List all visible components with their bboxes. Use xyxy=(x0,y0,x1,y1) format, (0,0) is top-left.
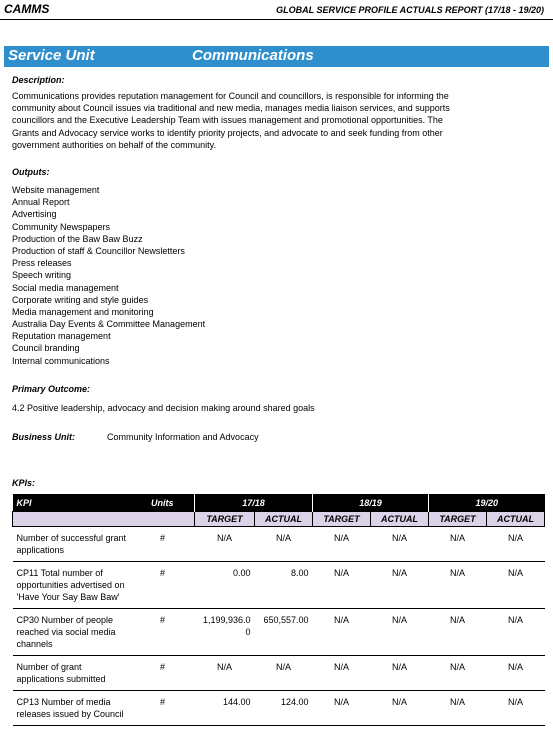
description-line: government authorities on behalf of the community. xyxy=(12,139,216,150)
list-item: Speech writing xyxy=(12,270,72,281)
table-row xyxy=(13,562,545,609)
kpi-value: N/A xyxy=(313,562,371,609)
kpi-value: N/A xyxy=(487,527,545,562)
kpi-value: N/A xyxy=(255,656,313,691)
actual-header: ACTUAL xyxy=(371,512,429,527)
list-item: Press releases xyxy=(12,258,72,269)
target-header: TARGET xyxy=(429,512,487,527)
actual-header: ACTUAL xyxy=(487,512,545,527)
kpis-title: KPIs: xyxy=(12,478,36,488)
kpi-value: N/A xyxy=(371,527,429,562)
kpi-value: N/A xyxy=(487,562,545,609)
kpi-value: 144.00 xyxy=(195,691,255,726)
kpi-value: 0.00 xyxy=(195,562,255,609)
list-item: Council branding xyxy=(12,343,80,354)
kpi-units: # xyxy=(131,609,195,656)
table-row xyxy=(13,609,545,656)
kpi-value: 1,199,936.00 xyxy=(195,609,255,656)
kpi-value: N/A xyxy=(313,527,371,562)
list-item: Annual Report xyxy=(12,197,70,208)
description-title: Description: xyxy=(12,75,65,85)
kpi-units: # xyxy=(131,562,195,609)
target-header: TARGET xyxy=(195,512,255,527)
kpi-value: 124.00 xyxy=(255,691,313,726)
table-row xyxy=(13,656,545,691)
list-item: Media management and monitoring xyxy=(12,306,154,317)
target-header: TARGET xyxy=(313,512,371,527)
report-title: GLOBAL SERVICE PROFILE ACTUALS REPORT (17/18 - 19/20) xyxy=(276,5,544,15)
list-item: Social media management xyxy=(12,282,119,293)
header-divider xyxy=(0,19,553,20)
kpi-value: 650,557.00 xyxy=(255,609,313,656)
kpi-value: N/A xyxy=(371,562,429,609)
description-line: councillors and the Executive Leadership Team with issues management and promotional opportunities. The xyxy=(12,115,443,126)
kpi-name: CP30 Number of people reached via social media channels xyxy=(13,609,131,656)
service-unit-bar xyxy=(4,46,549,67)
table-row xyxy=(13,527,545,562)
kpi-value: N/A xyxy=(313,656,371,691)
kpi-value: 8.00 xyxy=(255,562,313,609)
outputs-list xyxy=(12,184,205,367)
kpi-value: N/A xyxy=(195,527,255,562)
subheader-blank xyxy=(13,512,195,527)
list-item: Australia Day Events & Committee Management xyxy=(12,319,206,330)
kpi-value: N/A xyxy=(371,691,429,726)
service-unit-value: Communications xyxy=(192,47,314,64)
service-unit-label: Service Unit xyxy=(8,47,95,64)
kpi-value: N/A xyxy=(429,609,487,656)
kpi-name: CP11 Total number of opportunities advertised on 'Have Your Say Baw Baw' xyxy=(13,562,131,609)
list-item: Internal communications xyxy=(12,355,110,366)
kpi-value: N/A xyxy=(429,527,487,562)
list-item: Community Newspapers xyxy=(12,221,111,232)
actual-header: ACTUAL xyxy=(255,512,313,527)
kpi-value: N/A xyxy=(487,656,545,691)
kpi-value: N/A xyxy=(195,656,255,691)
kpi-value: N/A xyxy=(313,609,371,656)
app-brand: CAMMS xyxy=(4,2,50,16)
kpi-value: N/A xyxy=(487,609,545,656)
primary-outcome-text: 4.2 Positive leadership, advocacy and decision making around shared goals xyxy=(12,403,315,413)
kpi-name: CP13 Number of media releases issued by Council xyxy=(13,691,131,726)
list-item: Website management xyxy=(12,185,100,195)
kpi-value: N/A xyxy=(429,656,487,691)
description-line: Communications provides reputation management for Council and councillors, is responsible for informing the xyxy=(12,91,449,101)
outputs-title: Outputs: xyxy=(12,167,50,177)
description-line: Grants and Advocacy service works to identify priority projects, and advocate to and seek funding from other xyxy=(12,127,443,138)
business-unit-value: Community Information and Advocacy xyxy=(107,432,259,442)
list-item: Production of staff & Councillor Newsletters xyxy=(12,245,185,256)
kpi-value: N/A xyxy=(487,691,545,726)
kpi-units: # xyxy=(131,527,195,562)
description-line: community about Council issues via traditional and new media, manages media liaison services, and supports xyxy=(12,103,450,114)
kpi-name: Number of successful grant applications xyxy=(13,527,131,562)
list-item: Advertising xyxy=(12,209,57,220)
kpi-value: N/A xyxy=(313,691,371,726)
kpi-name: Number of grant applications submitted xyxy=(13,656,131,691)
kpi-value: N/A xyxy=(429,562,487,609)
list-item: Production of the Baw Baw Buzz xyxy=(12,233,143,244)
kpi-value: N/A xyxy=(429,691,487,726)
business-unit-label: Business Unit: xyxy=(12,432,76,442)
kpi-value: N/A xyxy=(371,656,429,691)
kpi-units: # xyxy=(131,691,195,726)
year-header-1718: 17/18 xyxy=(195,494,313,512)
kpi-column-header: KPI xyxy=(13,494,131,512)
kpi-value: N/A xyxy=(371,609,429,656)
kpi-value: N/A xyxy=(255,527,313,562)
list-item: Reputation management xyxy=(12,331,111,342)
table-row xyxy=(13,691,545,726)
kpi-table xyxy=(12,494,545,726)
list-item: Corporate writing and style guides xyxy=(12,294,149,305)
description-text xyxy=(12,90,490,151)
primary-outcome-title: Primary Outcome: xyxy=(12,384,91,394)
units-column-header: Units xyxy=(131,494,195,512)
kpi-units: # xyxy=(131,656,195,691)
year-header-1920: 19/20 xyxy=(429,494,545,512)
year-header-1819: 18/19 xyxy=(313,494,429,512)
